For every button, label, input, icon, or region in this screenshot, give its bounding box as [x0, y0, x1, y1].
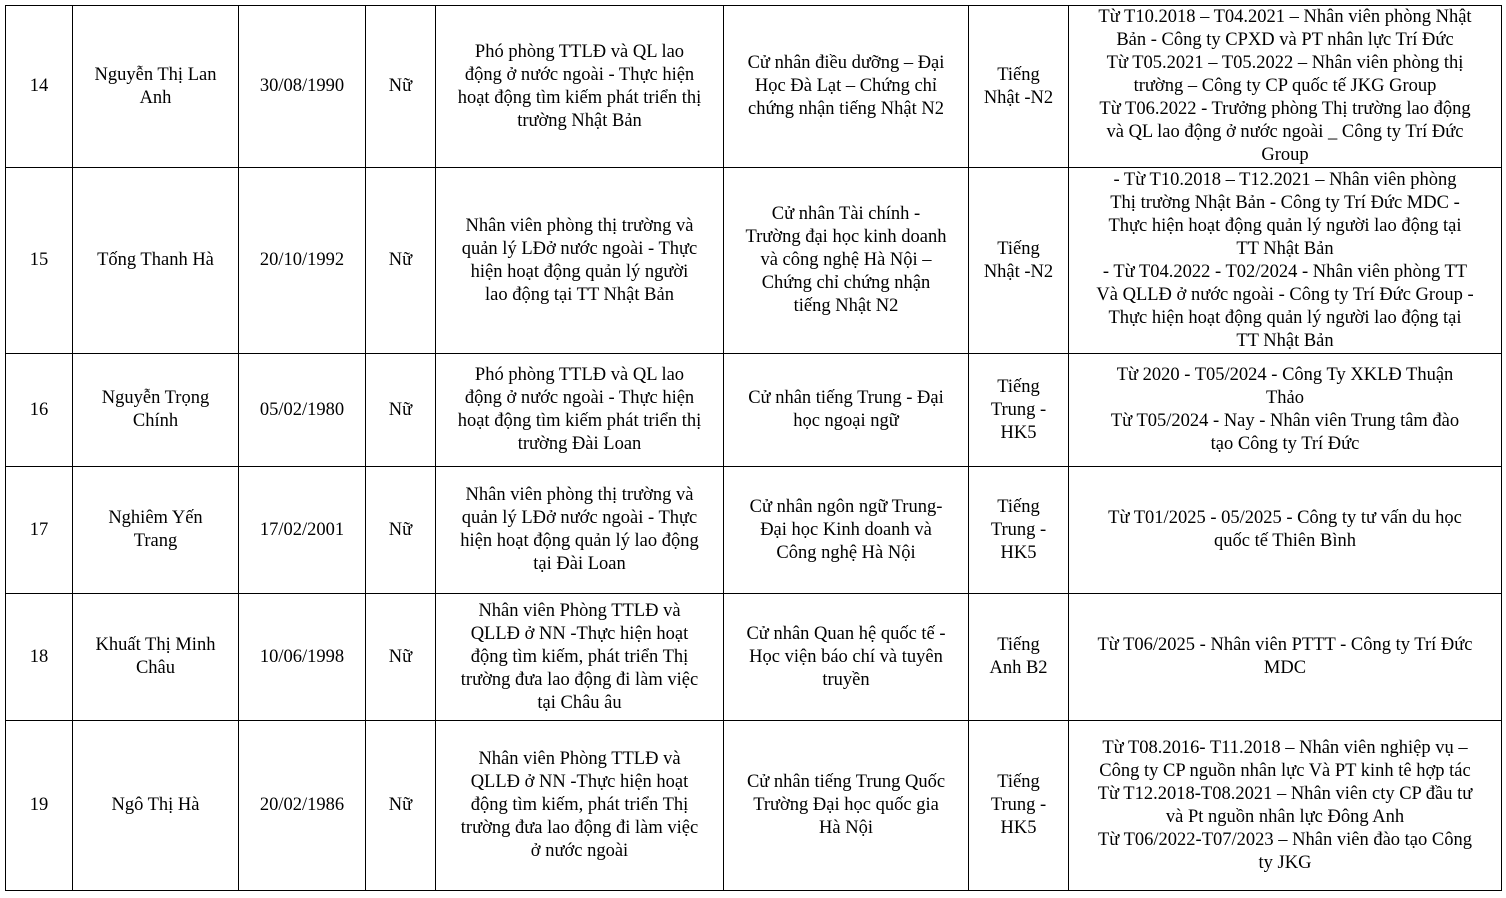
cell-position-line: Nhân viên phòng thị trường và — [465, 485, 694, 505]
cell-experience-line: Từ T12.2018-T08.2021 – Nhân viên cty CP đầu tư — [1097, 783, 1473, 804]
cell-position-line: động tìm kiếm, phát triển Thị — [470, 646, 689, 667]
cell-education-line: tiếng Nhật N2 — [793, 296, 899, 316]
cell-position-line: lao động tại TT Nhật Bản — [485, 284, 674, 305]
cell-dob: 17/02/2001 — [239, 467, 366, 594]
cell-education-line: chứng nhận tiếng Nhật N2 — [747, 99, 944, 119]
table-row — [6, 594, 1502, 721]
cell-language — [969, 6, 1069, 168]
cell-experience-line: Và QLLĐ ở nước ngoài - Công ty Trí Đức Group - — [1096, 284, 1474, 305]
cell-position-line: QLLĐ ở NN -Thực hiện hoạt — [470, 772, 689, 792]
cell-language-line: Tiếng — [997, 238, 1040, 259]
cell-position-line: quản lý LĐở nước ngoài - Thực — [461, 508, 698, 528]
cell-experience — [1069, 721, 1502, 891]
staff-table — [5, 5, 1502, 891]
cell-name-line: Tống Thanh Hà — [97, 250, 214, 270]
cell-name — [73, 168, 239, 354]
cell-language-line: Tiếng — [997, 376, 1040, 397]
cell-position-line: Nhân viên Phòng TTLĐ và — [478, 600, 681, 621]
cell-language — [969, 354, 1069, 467]
cell-experience — [1069, 354, 1502, 467]
cell-name-line: Châu — [135, 658, 176, 678]
table-body — [6, 6, 1502, 891]
cell-experience-line: Bản - Công ty CPXD và PT nhân lực Trí Đức — [1116, 30, 1454, 50]
cell-education — [724, 168, 969, 354]
cell-position-line: hiện hoạt động quản lý lao động — [460, 531, 699, 551]
cell-position-line: trường đưa lao động đi làm việc — [460, 669, 699, 690]
cell-education-line: Cử nhân tiếng Trung Quốc — [746, 772, 946, 792]
cell-experience-line: và Pt nguồn nhân lực Đông Anh — [1165, 806, 1405, 827]
cell-position-line: trường đưa lao động đi làm việc — [460, 818, 699, 838]
cell-experience — [1069, 6, 1502, 168]
cell-experience-line: trường – Công ty CP quốc tế JKG Group — [1133, 76, 1437, 96]
cell-experience-line: Thảo — [1265, 388, 1304, 408]
cell-dob: 05/02/1980 — [239, 354, 366, 467]
cell-position-line: Nhân viên phòng thị trường và — [465, 215, 694, 236]
cell-dob: 10/06/1998 — [239, 594, 366, 721]
cell-experience-line: Từ 2020 - T05/2024 - Công Ty XKLĐ Thuận — [1116, 365, 1454, 385]
cell-education-line: Chứng chỉ chứng nhận — [761, 273, 931, 293]
cell-name-line: Nguyễn Trọng — [101, 388, 210, 408]
cell-language-line: HK5 — [1000, 818, 1037, 838]
cell-experience-line: ty JKG — [1258, 852, 1312, 873]
cell-name-line: Trang — [133, 531, 178, 551]
cell-stt: 16 — [6, 354, 73, 467]
cell-position-line: ở nước ngoài — [530, 841, 629, 861]
cell-experience-line: Từ T05/2024 - Nay - Nhân viên Trung tâm đào — [1110, 411, 1460, 431]
cell-position-line: QLLĐ ở NN -Thực hiện hoạt — [470, 623, 689, 644]
cell-position — [436, 168, 724, 354]
cell-language-line: HK5 — [1000, 542, 1037, 563]
cell-position-line: động ở nước ngoài - Thực hiện — [464, 64, 695, 85]
cell-language-line: Trung - — [990, 795, 1047, 815]
cell-experience-line: TT Nhật Bản — [1236, 330, 1334, 351]
cell-education-line: Cử nhân tiếng Trung - Đại — [748, 388, 944, 408]
cell-language-line: Anh B2 — [989, 658, 1048, 678]
cell-experience-line: - Từ T04.2022 - T02/2024 - Nhân viên phòng TT — [1102, 261, 1468, 282]
cell-education-line: truyền — [822, 669, 870, 690]
cell-language-line: Tiếng — [997, 496, 1040, 517]
cell-experience-line: Công ty CP nguồn nhân lực Và PT kinh tê hợp tác — [1099, 760, 1471, 781]
cell-experience-line: - Từ T10.2018 – T12.2021 – Nhân viên phòng — [1113, 169, 1457, 190]
cell-position-line: trường Nhật Bản — [517, 110, 642, 131]
cell-name-line: Nguyễn Thị Lan — [94, 64, 217, 85]
cell-name-line: Chính — [132, 411, 179, 431]
cell-education-line: Cử nhân ngôn ngữ Trung- — [749, 496, 943, 517]
cell-position-line: động ở nước ngoài - Thực hiện — [464, 388, 695, 408]
cell-stt: 15 — [6, 168, 73, 354]
cell-stt: 19 — [6, 721, 73, 891]
cell-education — [724, 6, 969, 168]
cell-gender: Nữ — [366, 721, 436, 891]
cell-language-line: Nhật -N2 — [983, 87, 1054, 108]
cell-position — [436, 6, 724, 168]
cell-language-line: Tiếng — [997, 635, 1040, 655]
cell-gender: Nữ — [366, 6, 436, 168]
cell-position — [436, 467, 724, 594]
cell-education-line: Cử nhân điều dưỡng – Đại — [747, 53, 945, 73]
cell-gender: Nữ — [366, 168, 436, 354]
cell-experience — [1069, 594, 1502, 721]
cell-experience-line: Từ T05.2021 – T05.2022 – Nhân viên phòng thị — [1106, 53, 1464, 73]
cell-education-line: Hà Nội — [819, 818, 873, 838]
table-row — [6, 721, 1502, 891]
cell-name-line: Khuất Thị Minh — [95, 635, 216, 655]
cell-position-line: quản lý LĐở nước ngoài - Thực — [461, 238, 698, 259]
cell-experience-line: Từ T06/2022-T07/2023 – Nhân viên đào tạo Công — [1098, 829, 1472, 850]
cell-name — [73, 354, 239, 467]
cell-language-line: Trung - — [990, 399, 1047, 420]
cell-experience-line: Group — [1261, 145, 1309, 165]
cell-stt: 14 — [6, 6, 73, 168]
cell-language — [969, 467, 1069, 594]
cell-language-line: Tiếng — [997, 772, 1040, 792]
cell-experience — [1069, 168, 1502, 354]
cell-experience-line: Từ T01/2025 - 05/2025 - Công ty tư vấn du học — [1108, 508, 1462, 528]
cell-education-line: Công nghệ Hà Nội — [776, 542, 916, 563]
cell-name — [73, 594, 239, 721]
table-row — [6, 467, 1502, 594]
cell-dob: 30/08/1990 — [239, 6, 366, 168]
cell-gender: Nữ — [366, 354, 436, 467]
cell-stt: 18 — [6, 594, 73, 721]
cell-position-line: hiện hoạt động quản lý người — [470, 261, 689, 282]
table-row — [6, 6, 1502, 168]
cell-position-line: Nhân viên Phòng TTLĐ và — [478, 749, 681, 769]
cell-position-line: động tìm kiếm, phát triển Thị — [470, 795, 689, 815]
cell-experience-line: Từ T10.2018 – T04.2021 – Nhân viên phòng Nhật — [1098, 7, 1472, 27]
cell-education — [724, 467, 969, 594]
cell-education-line: Cử nhân Quan hệ quốc tế - — [746, 623, 946, 644]
cell-position-line: hoạt động tìm kiếm phát triển thị — [457, 87, 702, 108]
cell-position-line: Phó phòng TTLĐ và QL lao — [474, 41, 685, 62]
cell-experience-line: Từ T06.2022 - Trưởng phòng Thị trường lao động — [1099, 99, 1471, 119]
cell-name — [73, 6, 239, 168]
cell-experience-line: Thực hiện hoạt động quản lý người lao động tại — [1108, 307, 1462, 328]
cell-experience — [1069, 467, 1502, 594]
cell-experience-line: tạo Công ty Trí Đức — [1210, 434, 1360, 454]
cell-dob: 20/02/1986 — [239, 721, 366, 891]
cell-position — [436, 354, 724, 467]
cell-position-line: Phó phòng TTLĐ và QL lao — [474, 365, 685, 385]
cell-experience-line: quốc tế Thiên Bình — [1214, 531, 1356, 551]
cell-name — [73, 721, 239, 891]
cell-name-line: Ngô Thị Hà — [111, 795, 200, 815]
cell-gender: Nữ — [366, 594, 436, 721]
cell-position-line: tại Đài Loan — [533, 554, 626, 574]
cell-stt: 17 — [6, 467, 73, 594]
cell-position-line: trường Đài Loan — [517, 434, 642, 454]
cell-education — [724, 354, 969, 467]
cell-education-line: Cử nhân Tài chính - — [771, 204, 921, 224]
cell-language-line: Trung - — [990, 519, 1047, 540]
table-row — [6, 354, 1502, 467]
cell-education — [724, 594, 969, 721]
cell-language-line: HK5 — [1000, 422, 1037, 443]
cell-education-line: Trường đại học kinh doanh — [745, 227, 947, 247]
cell-name-line: Anh — [139, 87, 172, 108]
cell-position-line: hoạt động tìm kiếm phát triển thị — [457, 411, 702, 431]
cell-experience-line: Thị trường Nhật Bản - Công ty Trí Đức MDC - — [1110, 192, 1460, 213]
cell-experience-line: TT Nhật Bản — [1236, 238, 1334, 259]
cell-education-line: Trường Đại học quốc gia — [753, 795, 939, 815]
cell-experience-line: Từ T08.2016- T11.2018 – Nhân viên nghiệp vụ – — [1102, 737, 1468, 758]
cell-position — [436, 721, 724, 891]
cell-education-line: Đại học Kinh doanh và — [760, 519, 932, 540]
cell-experience-line: MDC — [1263, 658, 1307, 678]
cell-language — [969, 594, 1069, 721]
cell-language — [969, 721, 1069, 891]
cell-experience-line: Thực hiện hoạt động quản lý người lao động tại — [1108, 215, 1462, 236]
cell-experience-line: Từ T06/2025 - Nhân viên PTTT - Công ty Trí Đức — [1097, 635, 1473, 655]
cell-name-line: Nghiêm Yến — [108, 508, 203, 528]
cell-education-line: và công nghệ Hà Nội – — [760, 250, 932, 270]
cell-education-line: Học viện báo chí và tuyên — [749, 646, 943, 667]
cell-education — [724, 721, 969, 891]
cell-language-line: Nhật -N2 — [983, 261, 1054, 282]
cell-experience-line: và QL lao động ở nước ngoài _ Công ty Trí Đức — [1106, 122, 1464, 142]
cell-language — [969, 168, 1069, 354]
cell-name — [73, 467, 239, 594]
cell-gender: Nữ — [366, 467, 436, 594]
cell-education-line: Học Đà Lạt – Chứng chỉ — [754, 76, 938, 96]
cell-education-line: học ngoại ngữ — [793, 411, 899, 431]
cell-position-line: tại Châu âu — [537, 692, 622, 713]
cell-dob: 20/10/1992 — [239, 168, 366, 354]
cell-position — [436, 594, 724, 721]
cell-language-line: Tiếng — [997, 64, 1040, 85]
table-row — [6, 168, 1502, 354]
